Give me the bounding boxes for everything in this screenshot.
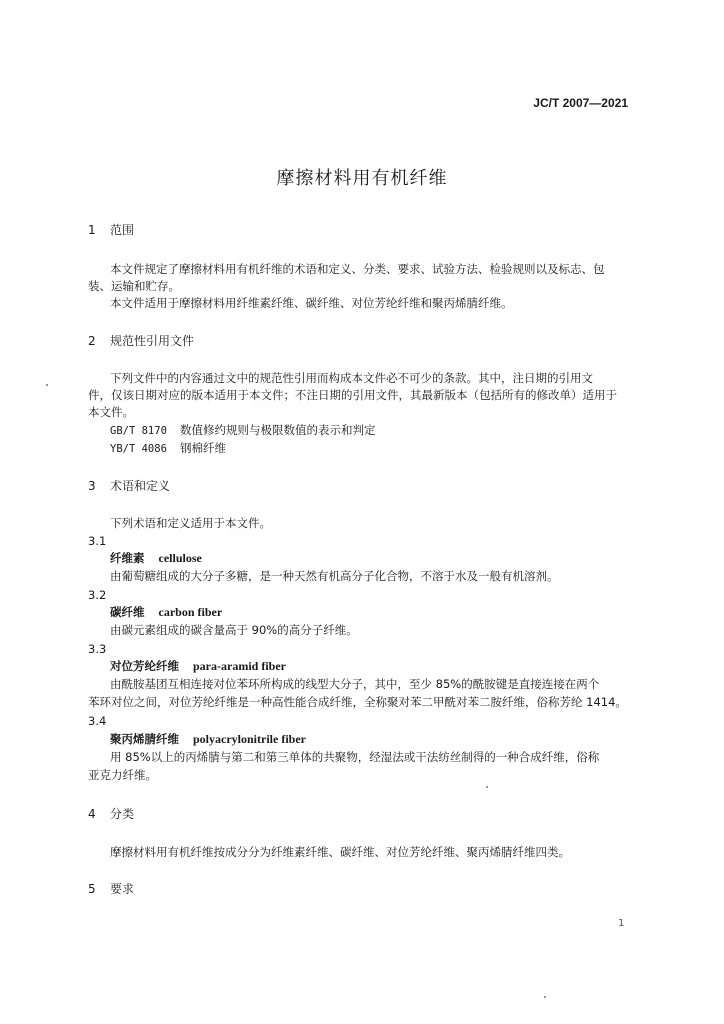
scan-speck <box>544 996 546 998</box>
term-definition-line: 用 85%以上的丙烯腈与第二和第三单体的共聚物，经湿法或干法纺丝制得的一种合成纤维，俗称 <box>110 750 600 764</box>
reference-code: YB/T 4086 <box>110 443 167 455</box>
term-heading <box>110 659 286 673</box>
section-1-heading <box>88 223 134 237</box>
section-3-title: 术语和定义 <box>110 479 171 493</box>
section-1-title: 范围 <box>110 223 135 237</box>
term-number: 3.3 <box>88 642 107 656</box>
term-definition-line: 由酰胺基团互相连接对位苯环所构成的线型大分子，其中，至少 85%的酰胺键是直接连接在两个 <box>110 677 600 691</box>
standard-code: JC/T 2007—2021 <box>533 96 628 110</box>
section-5-heading <box>88 882 134 896</box>
reference-item <box>110 423 376 438</box>
section-5-title: 要求 <box>110 882 135 896</box>
term-english: cellulose <box>158 551 202 565</box>
term-number: 3.2 <box>88 588 107 602</box>
section-1-para-1-line-1: 本文件规定了摩擦材料用有机纤维的术语和定义、分类、要求、试验方法、检验规则以及标志、包 <box>110 262 605 276</box>
term-chinese: 聚丙烯腈纤维 <box>110 732 179 746</box>
section-3-intro: 下列术语和定义适用于本文件。 <box>110 516 271 530</box>
term-chinese: 对位芳纶纤维 <box>110 659 179 673</box>
section-1-number: 1 <box>88 223 96 237</box>
term-english: carbon fiber <box>158 605 223 619</box>
term-heading <box>110 732 306 746</box>
section-2-para-line-2: 件，仅该日期对应的版本适用于本文件；不注日期的引用文件，其最新版本（包括所有的修改单）适用于 <box>88 388 617 402</box>
section-4-heading <box>88 807 134 821</box>
section-1-para-1-line-2: 装、运输和贮存。 <box>88 279 180 293</box>
reference-title: 数值修约规则与极限数值的表示和判定 <box>180 423 376 437</box>
term-definition-line: 亚克力纤维。 <box>88 768 157 782</box>
reference-title: 钢棉纤维 <box>180 441 226 455</box>
scan-speck <box>46 384 48 386</box>
reference-item <box>110 441 226 456</box>
term-heading <box>110 551 202 565</box>
section-2-para-line-1: 下列文件中的内容通过文中的规范性引用而构成本文件必不可少的条款。其中，注日期的引用文 <box>110 371 593 385</box>
document-title: 摩擦材料用有机纤维 <box>276 168 448 189</box>
section-4-title: 分类 <box>110 807 135 821</box>
section-4-para: 摩擦材料用有机纤维按成分分为纤维素纤维、碳纤维、对位芳纶纤维、聚丙烯腈纤维四类。 <box>110 845 570 859</box>
term-number: 3.4 <box>88 714 107 728</box>
section-2-number: 2 <box>88 334 96 348</box>
reference-code: GB/T 8170 <box>110 425 167 437</box>
term-heading <box>110 605 222 619</box>
term-definition-line: 由葡萄糖组成的大分子多糖，是一种天然有机高分子化合物，不溶于水及一般有机溶剂。 <box>110 569 559 583</box>
section-1-para-2: 本文件适用于摩擦材料用纤维素纤维、碳纤维、对位芳纶纤维和聚丙烯腈纤维。 <box>110 296 513 310</box>
section-2-para-line-3: 本文件。 <box>88 405 134 419</box>
scan-speck <box>486 786 488 788</box>
section-3-number: 3 <box>88 479 96 493</box>
section-4-number: 4 <box>88 807 96 821</box>
term-definition-line: 苯环对位之间，对位芳纶纤维是一种高性能合成纤维，全称聚对苯二甲酰对苯二胺纤维，俗称芳纶 1414。 <box>88 695 627 709</box>
page-number: 1 <box>618 918 625 929</box>
term-number: 3.1 <box>88 534 107 548</box>
term-english: polyacrylonitrile fiber <box>193 732 306 746</box>
section-2-title: 规范性引用文件 <box>110 334 195 348</box>
term-definition-line: 由碳元素组成的碳含量高于 90%的高分子纤维。 <box>110 623 358 637</box>
term-chinese: 碳纤维 <box>110 605 145 619</box>
section-5-number: 5 <box>88 882 96 896</box>
section-3-heading <box>88 479 170 493</box>
term-english: para-aramid fiber <box>193 659 286 673</box>
section-2-heading <box>88 334 194 348</box>
term-chinese: 纤维素 <box>110 551 145 565</box>
